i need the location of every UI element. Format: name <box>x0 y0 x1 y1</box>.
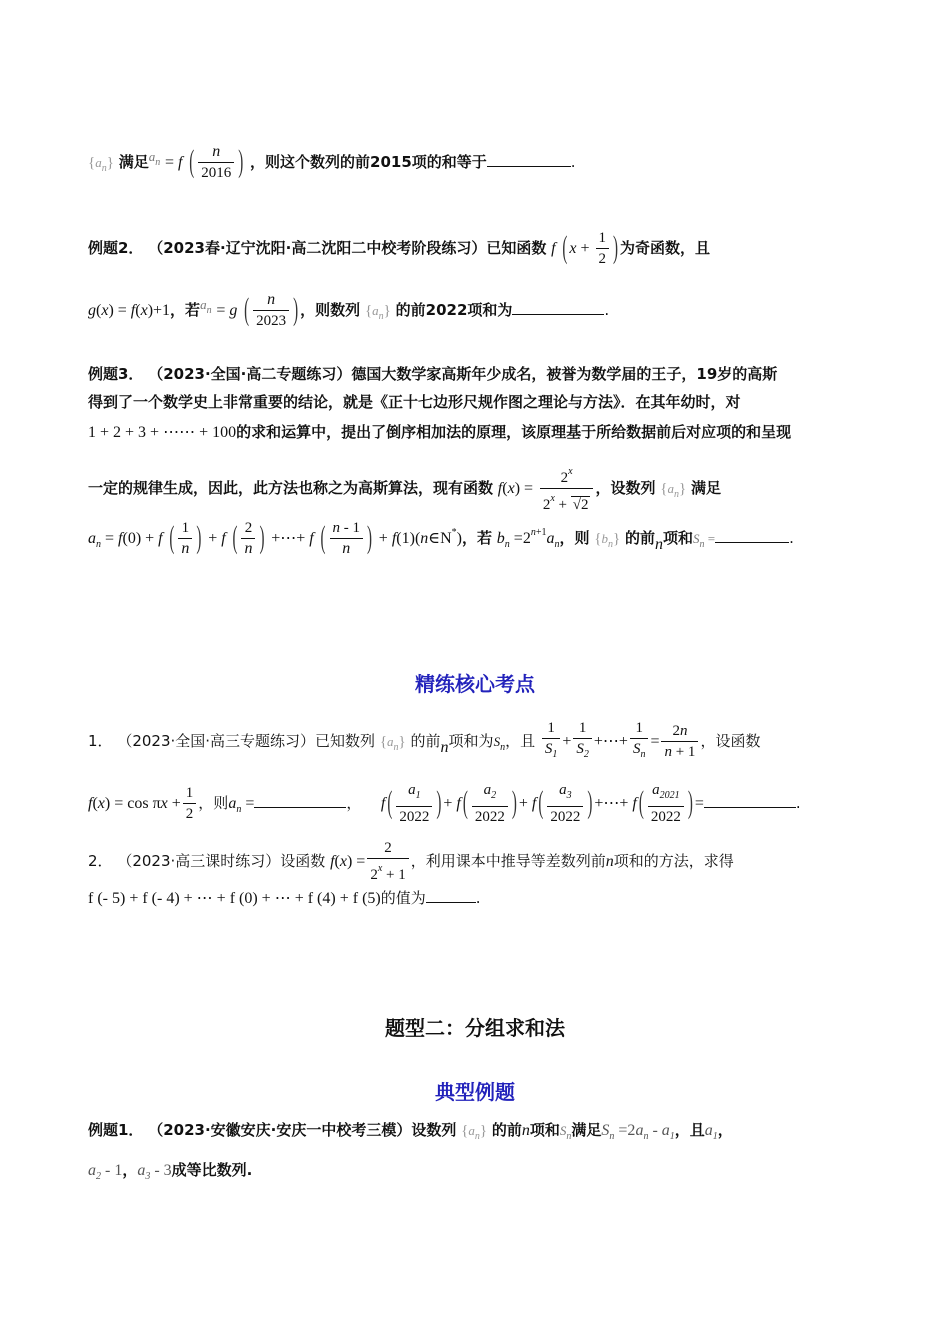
ex3-line5: $a_n = f(0) + f$ ( $\frac{1}{n}$ ) + f ( $\frac{2}{n}$ ) +⋯+ f ( $\frac{n - 1}{n}$ ) + f(1)(n∈N*)，若 $b_n =2^{n+1}a_n$，则 $\{b_n\}$ 的前n项和$S_n$ = . <box>88 520 794 557</box>
p0-line: $\{a_n\}$ 满足$a_n = f$ ( $\frac{n}{2016}$ ) ，则这个数列的前2015项的和等于 . <box>88 143 576 181</box>
answer-blank[interactable] <box>715 528 789 543</box>
q1-line2: f(x) = cos πx + $\frac{1}{2}$ ，则$a_n$ = ， f ( $\frac{a_1}{2022}$ ) + f ( $\frac{a_2}{2022}$ ) + f ( $\frac{a_3}{2022}$ ) +⋯+ f ( $\frac{a_{2021}}{2022}$ ) = . <box>88 782 801 825</box>
ex3-line3: 1 + 2 + 3 + ⋯⋯ + 100的求和运算中，提出了倒序相加法的原理，该原理基于所给数据前后对应项的和呈现 <box>88 423 792 441</box>
ex1b-line2: $a_2 - 1$，$a_3 - 3$成等比数列. <box>88 1161 253 1182</box>
q1-line1: 1． （2023·全国·高三专题练习）已知数列 $\{a_n\}$ 的前n项和为$S_n$，且 $\frac{1}{S_1}$ + $\frac{1}{S_2}$ +⋯+ $\frac{1}{S_n}$ = $\frac{2n}{n + 1}$ ，设函数 <box>88 720 761 760</box>
ex1b-line1: 例题1． （2023·安徽安庆·安庆一中校考三模）设数列 $\{a_n\}$ 的前n项和$S_n$满足$S_n =2a_n - a_1$，且$a_1$， <box>88 1121 733 1142</box>
seq-a-n: $\{a_n\}$ <box>88 155 114 174</box>
ex3-line1: 例题3． （2023·全国·高二专题练习）德国大数学家高斯年少成名，被誉为数学届的王子，19岁的高斯 <box>88 365 778 383</box>
fraction-n-2023: $\frac{n}{2023}$ <box>253 290 289 331</box>
q2-line1: 2． （2023·高三课时练习）设函数 f(x) = $\frac{2}{2^x + 1}$ ，利用课本中推导等差数列前n项和的方法，求得 <box>88 840 734 883</box>
type2-title: 题型二：分组求和法 <box>385 1016 565 1040</box>
answer-blank-sum[interactable] <box>704 793 796 808</box>
section-title-practice: 精练核心考点 <box>415 672 535 696</box>
fraction-1-2: $\frac{1}{2}$ <box>596 228 610 269</box>
a-n-term: $a_n$ <box>148 149 161 168</box>
g-def: g(x) = f(x)+1 <box>88 302 171 319</box>
ex2-line1: 例题2． （2023春·辽宁沈阳·高二沈阳二中校考阶段练习）已知函数 f ( x + $\frac{1}{2}$ ) 为奇函数，且 <box>88 230 711 267</box>
ex3-line4: 一定的规律生成，因此，此方法也称之为高斯算法，现有函数 f(x) = $\frac{2^x}{2^x + √2}$ ，设数列 $\{a_n\}$ 满足 <box>88 462 890 515</box>
f-def-2x: f(x) = <box>497 480 534 497</box>
ex2-line2: g(x) = f(x)+1，若$a_n = g$ ( $\frac{n}{2023}$ ) ，则数列 $\{a_n\}$ 的前2022项和为 . <box>88 291 610 329</box>
answer-blank-an[interactable] <box>254 793 346 808</box>
answer-blank[interactable] <box>426 888 476 903</box>
section-title-examples: 典型例题 <box>435 1080 515 1104</box>
fraction-2x-over-2x-sqrt2: $\frac{2^x}{2^x + √2}$ <box>540 462 594 515</box>
fraction-n-2016: $\frac{n}{2016}$ <box>198 142 234 183</box>
answer-blank[interactable] <box>512 300 604 315</box>
answer-blank[interactable] <box>487 152 571 167</box>
q2-line2: f (- 5) + f (- 4) + ⋯ + f (0) + ⋯ + f (4) + f (5)的值为 . <box>88 889 481 907</box>
ex3-line2: 得到了一个数学史上非常重要的结论，就是《正十七边形尺规作图之理论与方法》．在其年幼时，对 <box>88 393 741 411</box>
